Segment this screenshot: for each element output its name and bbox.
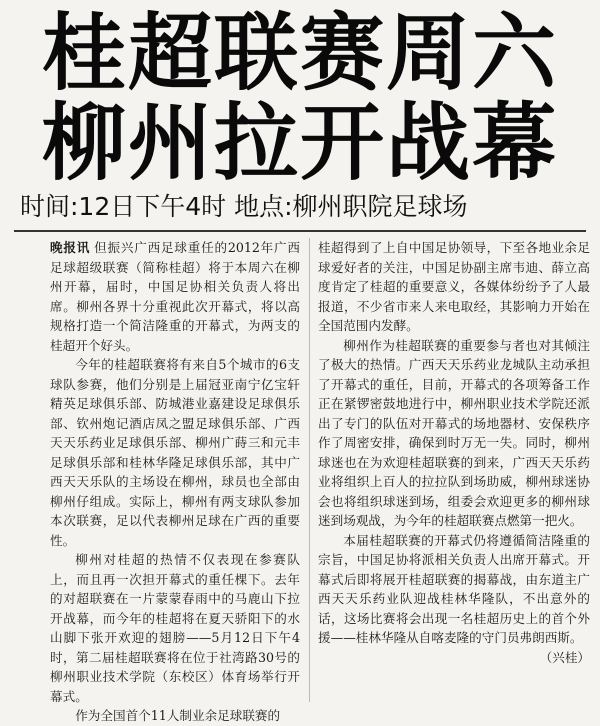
column-divider [309,238,310,702]
article-paragraph: 柳州对桂超的热情不仅表现在参赛队上，而且再一次担开幕式的重任棵下。去年的对超联赛在一片蒙蒙春雨中的马鹿山下拉开战幕，而今年的桂超将在夏天骄阳下的水山脚下张开欢迎的翅膀——5月12日下午4时，第二届桂超联赛将在位于社湾路30号的柳州职业技术学院（东校区）体育场举行开幕式。 [50,552,300,704]
article-paragraph: 本届桂超联赛的开幕式仍将遵循简洁隆重的宗旨，中国足协将派相关负责人出席开幕式。开幕式后即将展开桂超联赛的揭幕战，由东道主广西天天乐药业队迎战桂林华隆队，不出意外的话，这场比赛将会出现一名桂超历史上的首个外援——桂林华隆从自喀麦隆的守门员弗朗西斯。 [318,532,590,645]
article-paragraph [50,238,300,355]
article-paragraph-text: 但振兴广西足球重任的2012年广西足球超级联赛（简称桂超）将于本周六在柳州开幕，届时，中国足协相关负责人将出席。柳州各界十分重视此次开幕式，将以高规格打造一个简洁隆重的开幕式，为两支的桂超开个好头。 [50,240,300,353]
article-column-left [50,238,300,726]
article-paragraph: 今年的桂超联赛将有来自5个城市的6支球队参赛，他们分别是上届冠亚南宁亿宝轩精英足球俱乐部、防城港业嘉建设足球俱乐部、钦州炮记酒店凤之盟足球俱乐部、广西天天乐药业足球俱乐部、柳州广蒔三和元丰足球俱乐部和桂林华隆足球俱乐部，其中广西天天乐队的主场设在柳州，球员也全部由柳州仔组成。实际上，柳州有两支球队参加本次联赛，足以代表柳州足球在广西的重要性。 [50,357,300,548]
article-signature: （兴桂） [539,649,590,665]
article-paragraph: 作为全国首个11人制业余足球联赛的 [75,708,281,723]
article-lead: 晚报讯 [50,240,91,255]
headline-line-1: 桂超联赛周六 [41,4,558,102]
article-paragraph: 桂超得到了上自中国足协领导，下至各地业余足球爱好者的关注，中国足协副主席韦迪、薛立高度肯定了桂超的重要意义，各媒体纷纷予了人最报道，不少省市来人来电取经，其影响力开始在全国范围内发酵。 [318,240,590,333]
header-rule [14,230,586,232]
headline [0,4,600,192]
article-paragraph: 柳州作为桂超联赛的重要参与者也对其倾注了极大的热情。广西天天乐药业龙城队主动承担了开幕式的重任，目前，开幕式的各项筹备工作正在紧锣密鼓地进行中，柳州职业技术学院还派出了专门的队伍对开幕式的场地器材、安保秩序作了周密安排，确保到时万无一失。同时，柳州球迷也在为欢迎桂超联赛的到来，广西天天乐药业将组织上百人的拉拉队到场助威，柳州球迷协会也将组织球迷到场，组委会欢迎更多的柳州球迷到场观战，为今年的桂超联赛点燃第一把火。 [318,337,590,528]
article-column-right [318,238,590,667]
headline-line-2: 柳州拉开战幕 [41,94,558,192]
subheadline: 时间:12日下午4时 地点:柳州职院足球场 [20,192,468,221]
